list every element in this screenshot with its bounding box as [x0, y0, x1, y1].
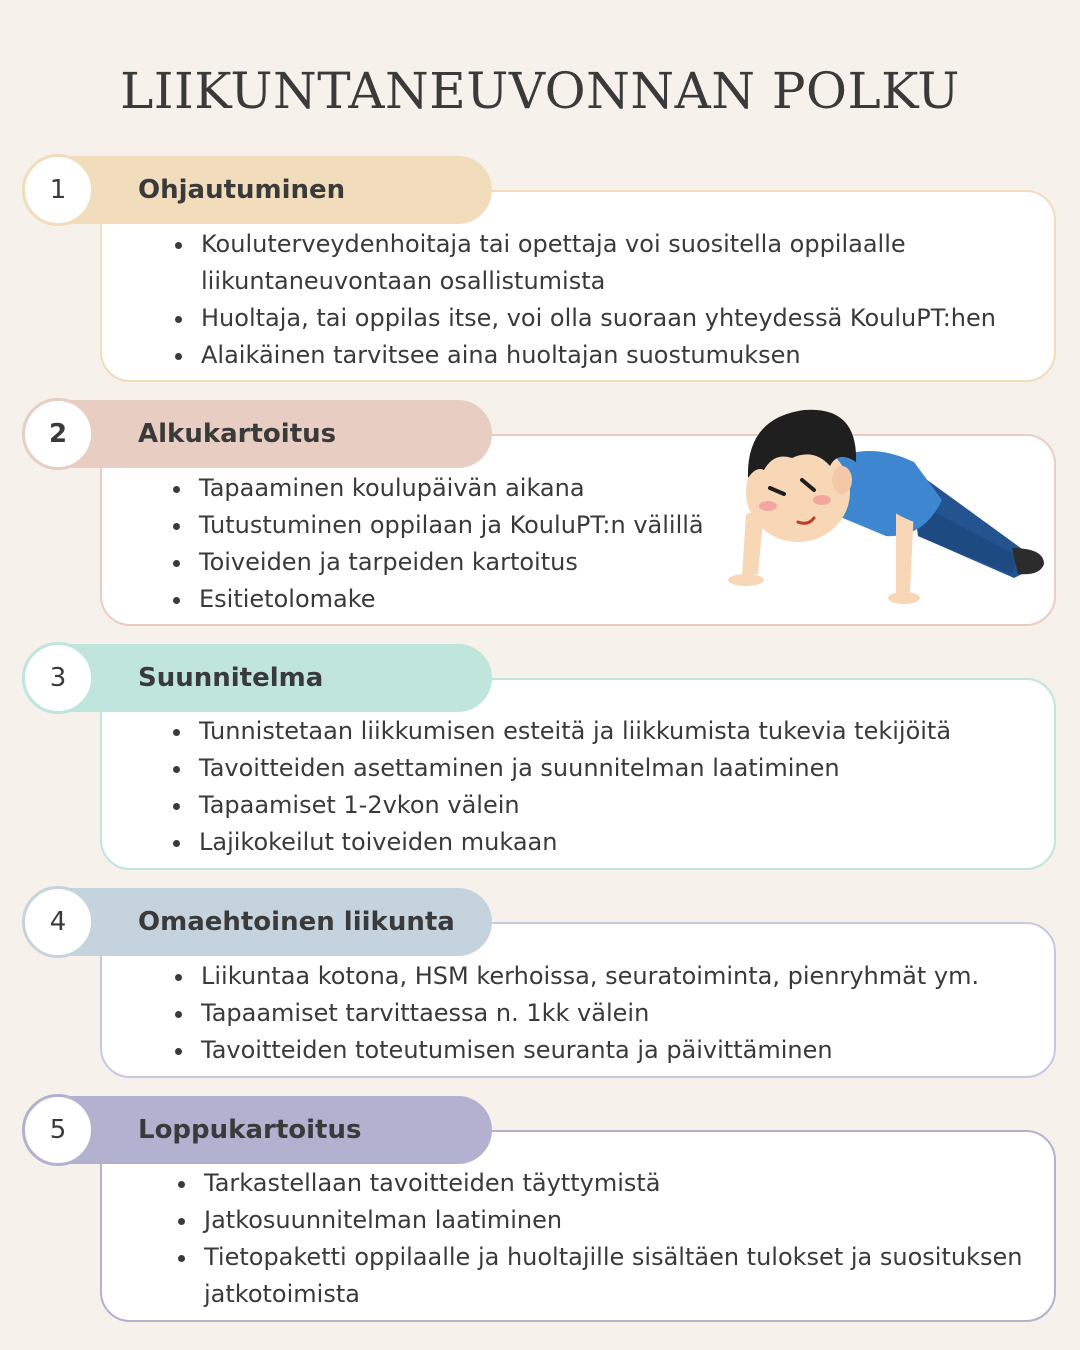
step-2-heading: Alkukartoitus: [138, 419, 337, 449]
list-item: Alaikäinen tarvitsee aina huoltajan suostumuksen: [175, 337, 1045, 374]
step-5-list: [178, 1165, 1038, 1313]
list-item: Tapaamiset 1-2vkon välein: [173, 787, 1043, 824]
boy-doing-pushup-icon: [718, 396, 1054, 610]
step-4-number: 4: [22, 886, 94, 958]
step-4-list: [175, 958, 1045, 1069]
step-4-heading: Omaehtoinen liikunta: [138, 907, 455, 937]
list-item: Tutustuminen oppilaan ja KouluPT:n välillä: [173, 507, 733, 544]
step-5-header: [58, 1096, 492, 1164]
step-4-header: [58, 888, 492, 956]
step-2-list: [173, 470, 733, 618]
step-5-number: 5: [22, 1094, 94, 1166]
list-item: Tavoitteiden asettaminen ja suunnitelman laatiminen: [173, 750, 1043, 787]
step-5-heading: Loppukartoitus: [138, 1115, 362, 1145]
list-item: Tunnistetaan liikkumisen esteitä ja liikkumista tukevia tekijöitä: [173, 713, 1043, 750]
step-3-list: [173, 713, 1043, 861]
step-1-number: 1: [22, 154, 94, 226]
list-item: Tapaamiset tarvittaessa n. 1kk välein: [175, 995, 1045, 1032]
step-2-header: [58, 400, 492, 468]
list-item: Huoltaja, tai oppilas itse, voi olla suoraan yhteydessä KouluPT:hen: [175, 300, 1045, 337]
step-1-heading: Ohjautuminen: [138, 175, 346, 205]
step-2-number: 2: [22, 398, 94, 470]
list-item: Tarkastellaan tavoitteiden täyttymistä: [178, 1165, 1038, 1202]
step-1-header: [58, 156, 492, 224]
list-item: Tapaaminen koulupäivän aikana: [173, 470, 733, 507]
step-3-header: [58, 644, 492, 712]
page-title: LIIKUNTANEUVONNAN POLKU: [120, 62, 960, 120]
list-item: Lajikokeilut toiveiden mukaan: [173, 824, 1043, 861]
list-item: Esitietolomake: [173, 581, 733, 618]
step-3-number: 3: [22, 642, 94, 714]
list-item: Tavoitteiden toteutumisen seuranta ja päivittäminen: [175, 1032, 1045, 1069]
step-1-list: [175, 226, 1045, 374]
step-3-heading: Suunnitelma: [138, 663, 324, 693]
list-item: Liikuntaa kotona, HSM kerhoissa, seuratoiminta, pienryhmät ym.: [175, 958, 1045, 995]
list-item: Toiveiden ja tarpeiden kartoitus: [173, 544, 733, 581]
list-item: Tietopaketti oppilaalle ja huoltajille sisältäen tulokset ja suosituksen jatkotoimista: [178, 1239, 1038, 1313]
list-item: Kouluterveydenhoitaja tai opettaja voi suositella oppilaalle liikuntaneuvontaan osallistumista: [175, 226, 1045, 300]
list-item: Jatkosuunnitelman laatiminen: [178, 1202, 1038, 1239]
